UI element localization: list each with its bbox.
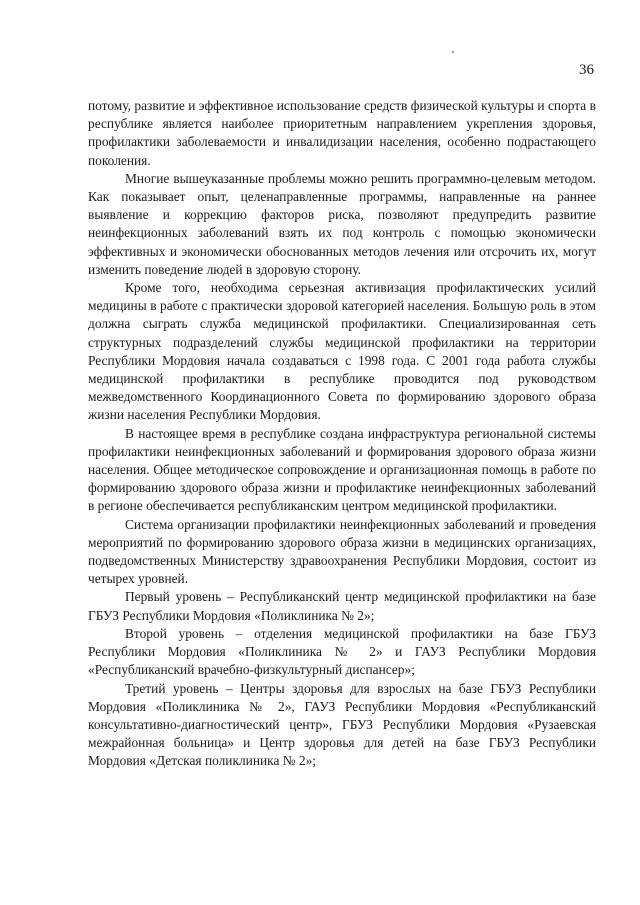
- paragraph: Второй уровень – отделения медицинской профилактики на базе ГБУЗ Республики Мордовия «Поликлиника № 2» и ГАУЗ Республики Мордовия «Республиканский врачебно-физкультурный диспансер»;: [88, 625, 596, 678]
- scan-artifact: [452, 51, 454, 53]
- paragraph: Многие вышеуказанные проблемы можно решить программно-целевым методом. Как показывает опыт, целенаправленные программы, направленные на раннее выявление и коррекцию факторов риска, позволяют предупредить развитие неинфекционных заболеваний взять их под контроль с помощью экономически эффективных и экономически обоснованных методов лечения или отсрочить их, могут изменить поведение людей в здоровую сторону.: [88, 170, 596, 277]
- paragraph: Первый уровень – Республиканский центр медицинской профилактики на базе ГБУЗ Республики Мордовия «Поликлиника № 2»;: [88, 589, 596, 623]
- paragraph: потому, развитие и эффективное использование средств физической культуры и спорта в республике является наиболее приоритетным направлением укрепления здоровья, профилактики заболеваемости и инвалидизации населения, особенно подрастающего поколения.: [88, 98, 596, 168]
- paragraph: Третий уровень – Центры здоровья для взрослых на базе ГБУЗ Республики Мордовия «Поликлиника № 2», ГАУЗ Республики Мордовия «Республиканский консультативно-диагностический центр», ГБУЗ Республики Мордовия «Рузаевская межрайонная больница» и Центр здоровья для детей на базе ГБУЗ Республики Мордовия «Детская поликлиника № 2»;: [88, 680, 596, 769]
- paragraph: Система организации профилактики неинфекционных заболеваний и проведения мероприятий по формированию здорового образа жизни в медицинских организациях, подведомственных Министерству здравоохранения Республики Мордовия, состоит из четырех уровней.: [88, 516, 596, 587]
- page-number: 36: [579, 62, 594, 78]
- paragraph: Кроме того, необходима серьезная активизация профилактических усилий медицины в работе с практически здоровой категорией населения. Большую роль в этом должна сыграть служба медицинской профилактики. Специализированная сеть структурных подразделений службы медицинской профилактики на территории Республики Мордовия начала создаваться с 1998 года. С 2001 года работа службы медицинской профилактики в республике проводится под руководством межведомственного Координационного Совета по формированию здорового образа жизни населения Республики Мордовия.: [88, 280, 596, 423]
- paragraph: В настоящее время в республике создана инфраструктура региональной системы профилактики неинфекционных заболеваний и формирования здорового образа жизни населения. Общее методическое сопровождение и организационная помощь в работе по формированию здорового образа жизни и профилактике неинфекционных заболеваний в регионе обеспечивается республиканским центром медицинской профилактики.: [88, 425, 596, 514]
- document-body: [88, 97, 596, 771]
